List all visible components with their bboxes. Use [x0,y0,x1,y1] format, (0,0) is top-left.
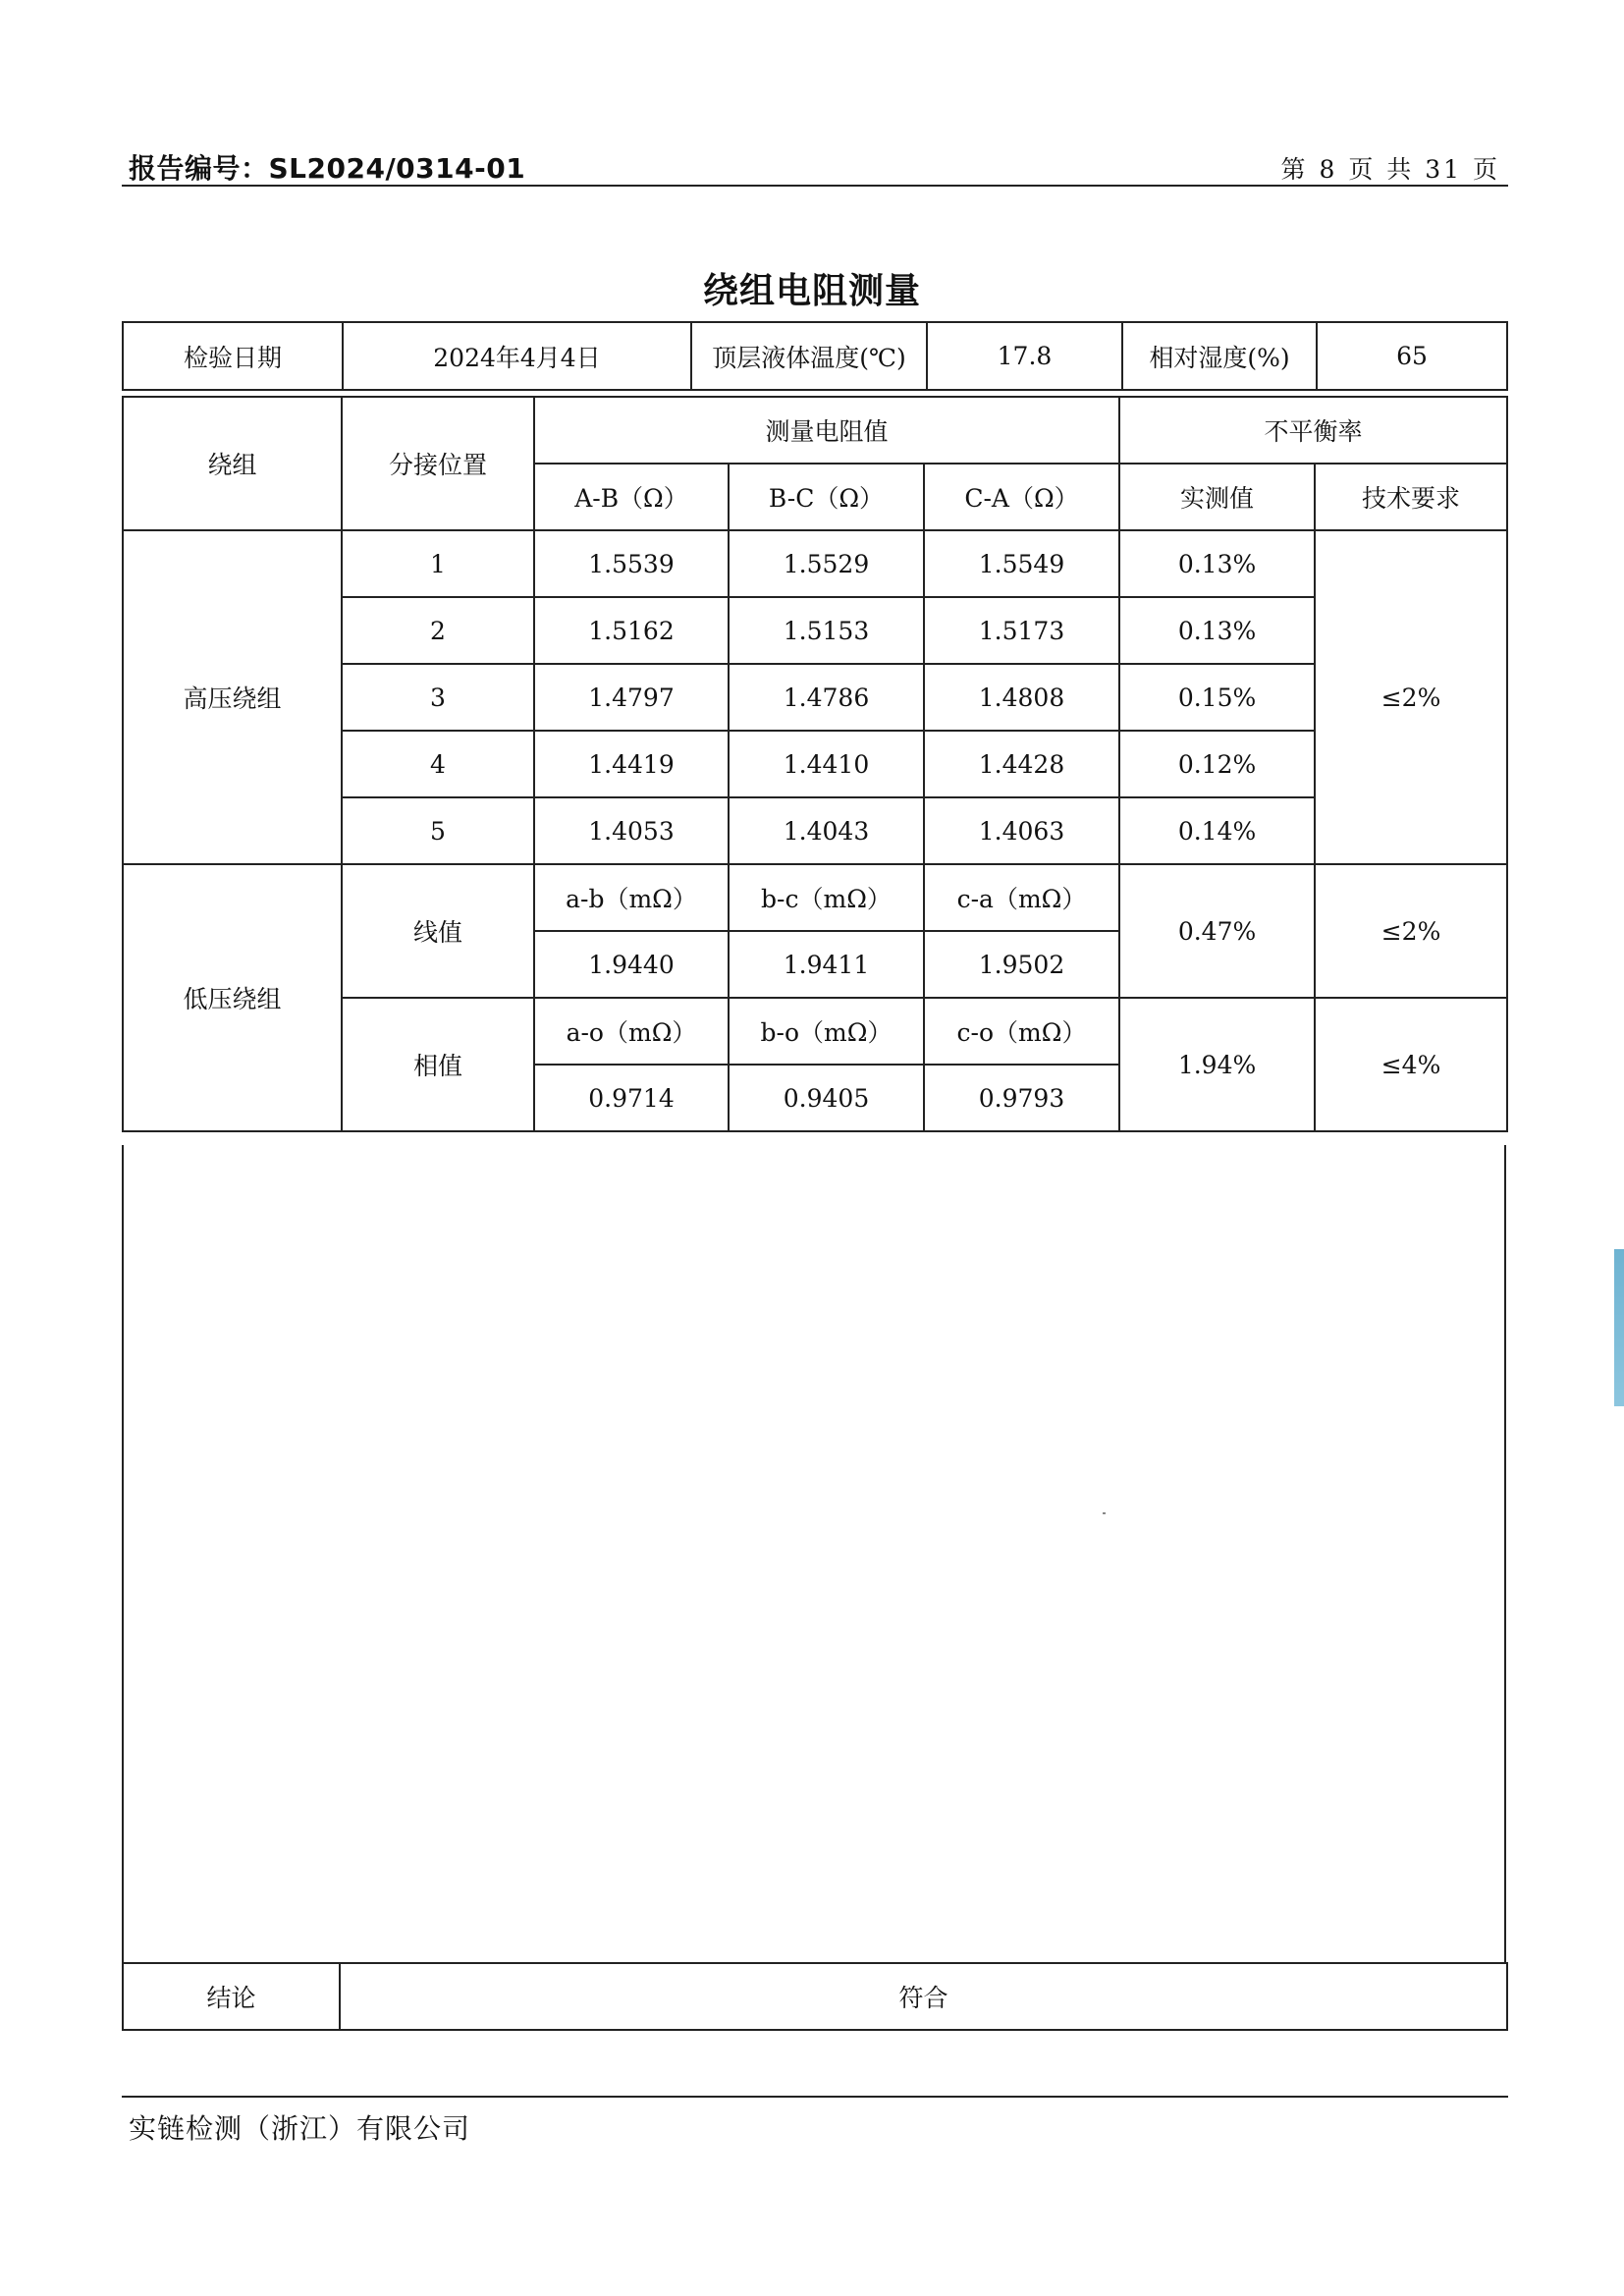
bc-cell: 1.5153 [729,597,924,664]
page-title: 绕组电阻测量 [702,271,921,311]
lv-phase-v2: 0.9405 [729,1065,924,1131]
ab-cell: 1.5539 [534,530,729,597]
ca-cell: 1.4428 [924,731,1119,797]
ca-cell: 1.4063 [924,797,1119,864]
conclusion-label: 结论 [123,1963,340,2030]
lv-phase-h1: a-o（mΩ） [534,998,729,1065]
footer-rule [122,2096,1508,2098]
resistance-table [122,396,1508,1132]
lv-phase-v1: 0.9714 [534,1065,729,1131]
info-row [123,322,1507,390]
info-table [122,321,1508,391]
date-value: 2024年4月4日 [343,322,691,390]
conclusion-value: 符合 [340,1963,1507,2030]
table-row [123,530,1507,597]
lv-phase-label: 相值 [342,998,534,1131]
bc-cell: 1.5529 [729,530,924,597]
rate-cell: 0.15% [1119,664,1315,731]
bc-cell: 1.4786 [729,664,924,731]
col-tap: 分接位置 [342,397,534,530]
ab-cell: 1.4797 [534,664,729,731]
ab-cell: 1.4419 [534,731,729,797]
tap-cell: 2 [342,597,534,664]
sub-bc: B-C（Ω） [729,464,924,530]
lv-line-v1: 1.9440 [534,931,729,998]
lv-phase-v3: 0.9793 [924,1065,1119,1131]
lv-line-h3: c-a（mΩ） [924,864,1119,931]
rate-cell: 0.12% [1119,731,1315,797]
tap-cell: 4 [342,731,534,797]
col-measured: 测量电阻值 [534,397,1119,464]
lv-line-h2: b-c（mΩ） [729,864,924,931]
lv-line-h1: a-b（mΩ） [534,864,729,931]
ca-cell: 1.5549 [924,530,1119,597]
tap-cell: 3 [342,664,534,731]
tap-cell: 1 [342,530,534,597]
col-imbalance: 不平衡率 [1119,397,1507,464]
lv-line-rate: 0.47% [1119,864,1315,998]
header-row [123,397,1507,464]
rate-cell: 0.14% [1119,797,1315,864]
lv-line-v2: 1.9411 [729,931,924,998]
lv-phase-h2: b-o（mΩ） [729,998,924,1065]
report-number: 报告编号：SL2024/0314-01 [129,152,526,185]
rate-cell: 0.13% [1119,597,1315,664]
humidity-label: 相对湿度(%) [1122,322,1317,390]
page-info: 第 8 页 共 31 页 [1280,155,1500,184]
sub-actual: 实测值 [1119,464,1315,530]
bc-cell: 1.4043 [729,797,924,864]
humidity-value: 65 [1317,322,1507,390]
date-label: 检验日期 [123,322,343,390]
table-row [123,864,1507,931]
company-name: 实链检测（浙江）有限公司 [129,2112,471,2145]
bc-cell: 1.4410 [729,731,924,797]
conclusion-row [123,1963,1507,2030]
lv-phase-rate: 1.94% [1119,998,1315,1131]
tap-cell: 5 [342,797,534,864]
blank-area [122,1145,1506,1962]
lv-phase-h3: c-o（mΩ） [924,998,1119,1065]
conclusion-table [122,1962,1508,2031]
sub-requirement: 技术要求 [1315,464,1507,530]
sub-ab: A-B（Ω） [534,464,729,530]
temperature-label: 顶层液体温度(℃) [691,322,927,390]
lv-phase-requirement: ≤4% [1315,998,1507,1131]
scan-speck [1103,1512,1106,1514]
hv-winding-label: 高压绕组 [123,530,342,864]
lv-line-label: 线值 [342,864,534,998]
ca-cell: 1.4808 [924,664,1119,731]
lv-line-v3: 1.9502 [924,931,1119,998]
seal-stamp-edge [1614,1249,1624,1406]
lv-winding-label: 低压绕组 [123,864,342,1131]
lv-line-requirement: ≤2% [1315,864,1507,998]
ca-cell: 1.5173 [924,597,1119,664]
ab-cell: 1.4053 [534,797,729,864]
hv-requirement: ≤2% [1315,530,1507,864]
header-rule [122,185,1508,187]
rate-cell: 0.13% [1119,530,1315,597]
ab-cell: 1.5162 [534,597,729,664]
sub-ca: C-A（Ω） [924,464,1119,530]
temperature-value: 17.8 [927,322,1122,390]
col-winding: 绕组 [123,397,342,530]
